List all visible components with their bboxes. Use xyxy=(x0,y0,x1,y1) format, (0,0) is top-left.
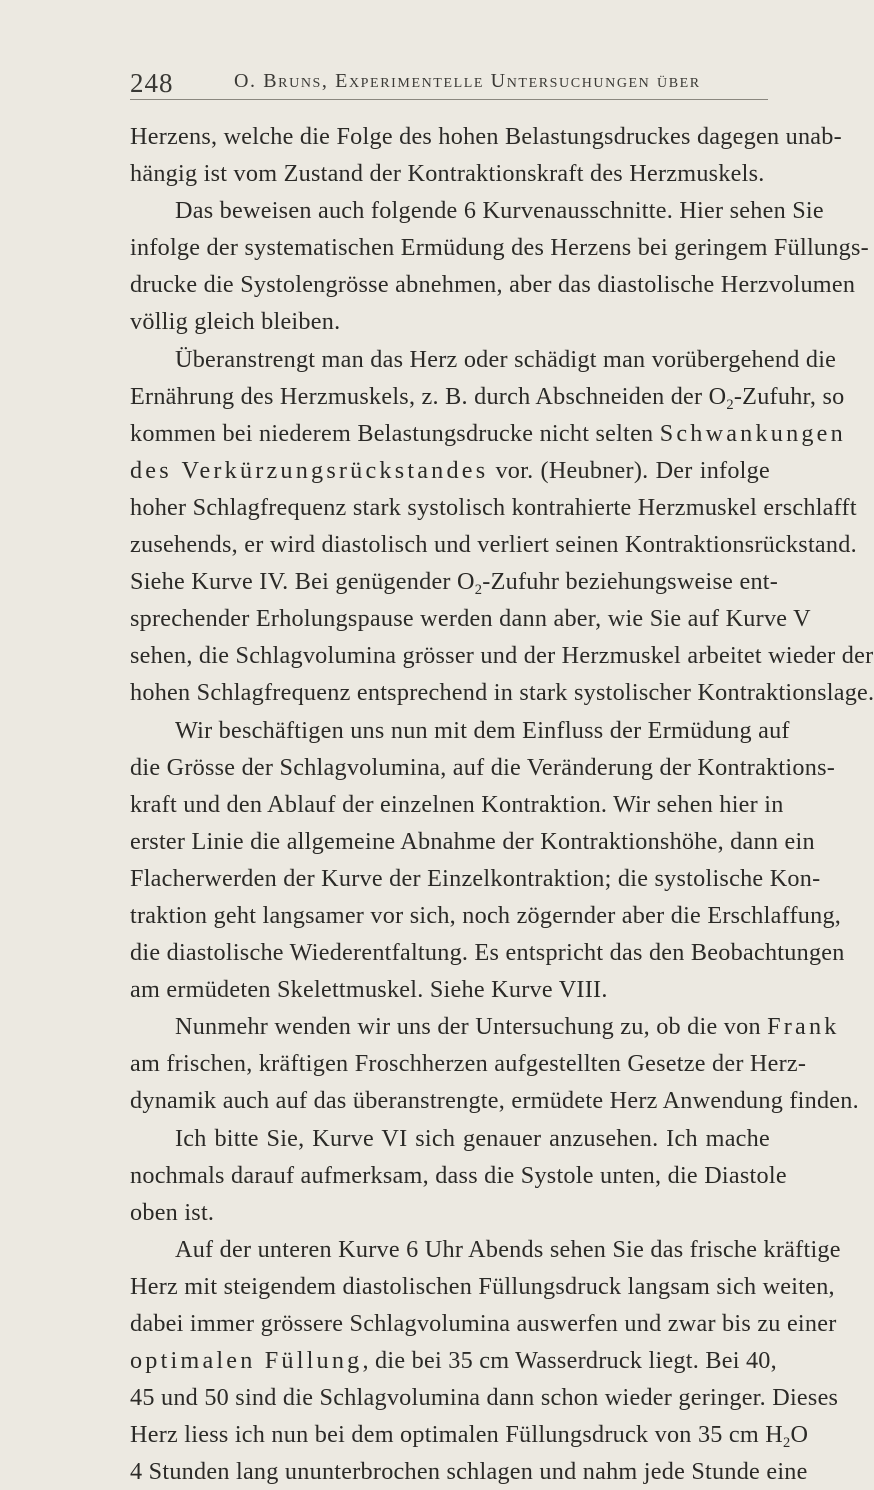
text-line: völlig gleich bleiben. xyxy=(130,308,341,336)
emphasis-spaced: Frank xyxy=(767,1013,840,1041)
text-line: erster Linie die allgemeine Abnahme der Kontraktionshöhe, dann ein xyxy=(130,827,815,855)
text-line: Ich bitte Sie, Kurve VI sich genauer anzusehen. Ich mache xyxy=(175,1124,770,1152)
text-line: des Verkürzungsrückstandes vor. (Heubner). Der infolge xyxy=(130,456,770,484)
header-rule xyxy=(130,99,768,100)
text-line: sehen, die Schlagvolumina grösser und der Herzmuskel arbeitet wieder der xyxy=(130,642,874,670)
text-line: 4 Stunden lang ununterbrochen schlagen und nahm jede Stunde eine xyxy=(130,1458,808,1486)
text-line: Das beweisen auch folgende 6 Kurvenausschnitte. Hier sehen Sie xyxy=(175,197,824,225)
text-line: traktion geht langsamer vor sich, noch zögernder aber die Erschlaffung, xyxy=(130,901,842,929)
text-line: nochmals darauf aufmerksam, dass die Systole unten, die Diastole xyxy=(130,1161,787,1189)
body-text xyxy=(130,118,874,1490)
text-line: Herz mit steigendem diastolischen Füllungsdruck langsam sich weiten, xyxy=(130,1272,835,1300)
text-line: Ernährung des Herzmuskels, z. B. durch Abschneiden der $O_2$-Zufuhr, so xyxy=(130,382,845,413)
text-line: hängig ist vom Zustand der Kontraktionskraft des Herzmuskels. xyxy=(130,160,765,188)
text-line: Nunmehr wenden wir uns der Untersuchung zu, ob die von Frank xyxy=(175,1013,840,1041)
text-line: Herz liess ich nun bei dem optimalen Füllungsdruck von 35 cm $H_2O$ xyxy=(130,1421,809,1452)
text-line: am ermüdeten Skelettmuskel. Siehe Kurve VIII. xyxy=(130,976,608,1004)
text-line: kommen bei niederem Belastungsdrucke nicht selten Schwankungen xyxy=(130,419,846,447)
page-header xyxy=(130,62,770,102)
text-line: kraft und den Ablauf der einzelnen Kontraktion. Wir sehen hier in xyxy=(130,790,784,818)
text-line: Auf der unteren Kurve 6 Uhr Abends sehen Sie das frische kräftige xyxy=(175,1235,841,1263)
text-line: die Grösse der Schlagvolumina, auf die Veränderung der Kontraktions- xyxy=(130,753,836,781)
text-line: Wir beschäftigen uns nun mit dem Einfluss der Ermüdung auf xyxy=(175,716,790,744)
text-line: optimalen Füllung, die bei 35 cm Wasserdruck liegt. Bei 40, xyxy=(130,1347,777,1375)
page-number: 248 xyxy=(130,68,174,98)
text-line: infolge der systematischen Ermüdung des Herzens bei geringem Füllungs- xyxy=(130,234,869,262)
text-line: 45 und 50 sind die Schlagvolumina dann schon wieder geringer. Dieses xyxy=(130,1384,839,1412)
text-line: Flacherwerden der Kurve der Einzelkontraktion; die systolische Kon- xyxy=(130,864,821,892)
text-line: Siehe Kurve IV. Bei genügender $O_2$-Zufuhr beziehungsweise ent- xyxy=(130,568,779,599)
text-line: oben ist. xyxy=(130,1198,215,1226)
text-line: Überanstrengt man das Herz oder schädigt man vorübergehend die xyxy=(175,345,837,373)
text-line: dabei immer grössere Schlagvolumina auswerfen und zwar bis zu einer xyxy=(130,1310,837,1337)
text-line: sprechender Erholungspause werden dann aber, wie Sie auf Kurve V xyxy=(130,605,811,633)
text-line: drucke die Systolengrösse abnehmen, aber das diastolische Herzvolumen xyxy=(130,271,856,299)
text-line: Herzens, welche die Folge des hohen Belastungsdruckes dagegen unab- xyxy=(130,123,842,150)
text-line: dynamik auch auf das überanstrengte, ermüdete Herz Anwendung finden. xyxy=(130,1087,859,1115)
text-line: hoher Schlagfrequenz stark systolisch kontrahierte Herzmuskel erschlafft xyxy=(130,493,857,521)
emphasis-spaced: optimalen Füllung xyxy=(130,1347,363,1375)
text-line: zusehends, er wird diastolisch und verliert seinen Kontraktionsrückstand. xyxy=(130,531,857,559)
emphasis-spaced: Schwankungen xyxy=(659,419,846,447)
emphasis-spaced: des Verkürzungsrückstandes xyxy=(130,456,489,484)
text-line: die diastolische Wiederentfaltung. Es entspricht das den Beobachtungen xyxy=(130,939,845,967)
text-line: hohen Schlagfrequenz entsprechend in stark systolischer Kontraktionslage. xyxy=(130,679,874,707)
text-line: am frischen, kräftigen Froschherzen aufgestellten Gesetze der Herz- xyxy=(130,1050,807,1078)
running-head: O. Bruns, Experimentelle Untersuchungen über xyxy=(234,70,701,92)
